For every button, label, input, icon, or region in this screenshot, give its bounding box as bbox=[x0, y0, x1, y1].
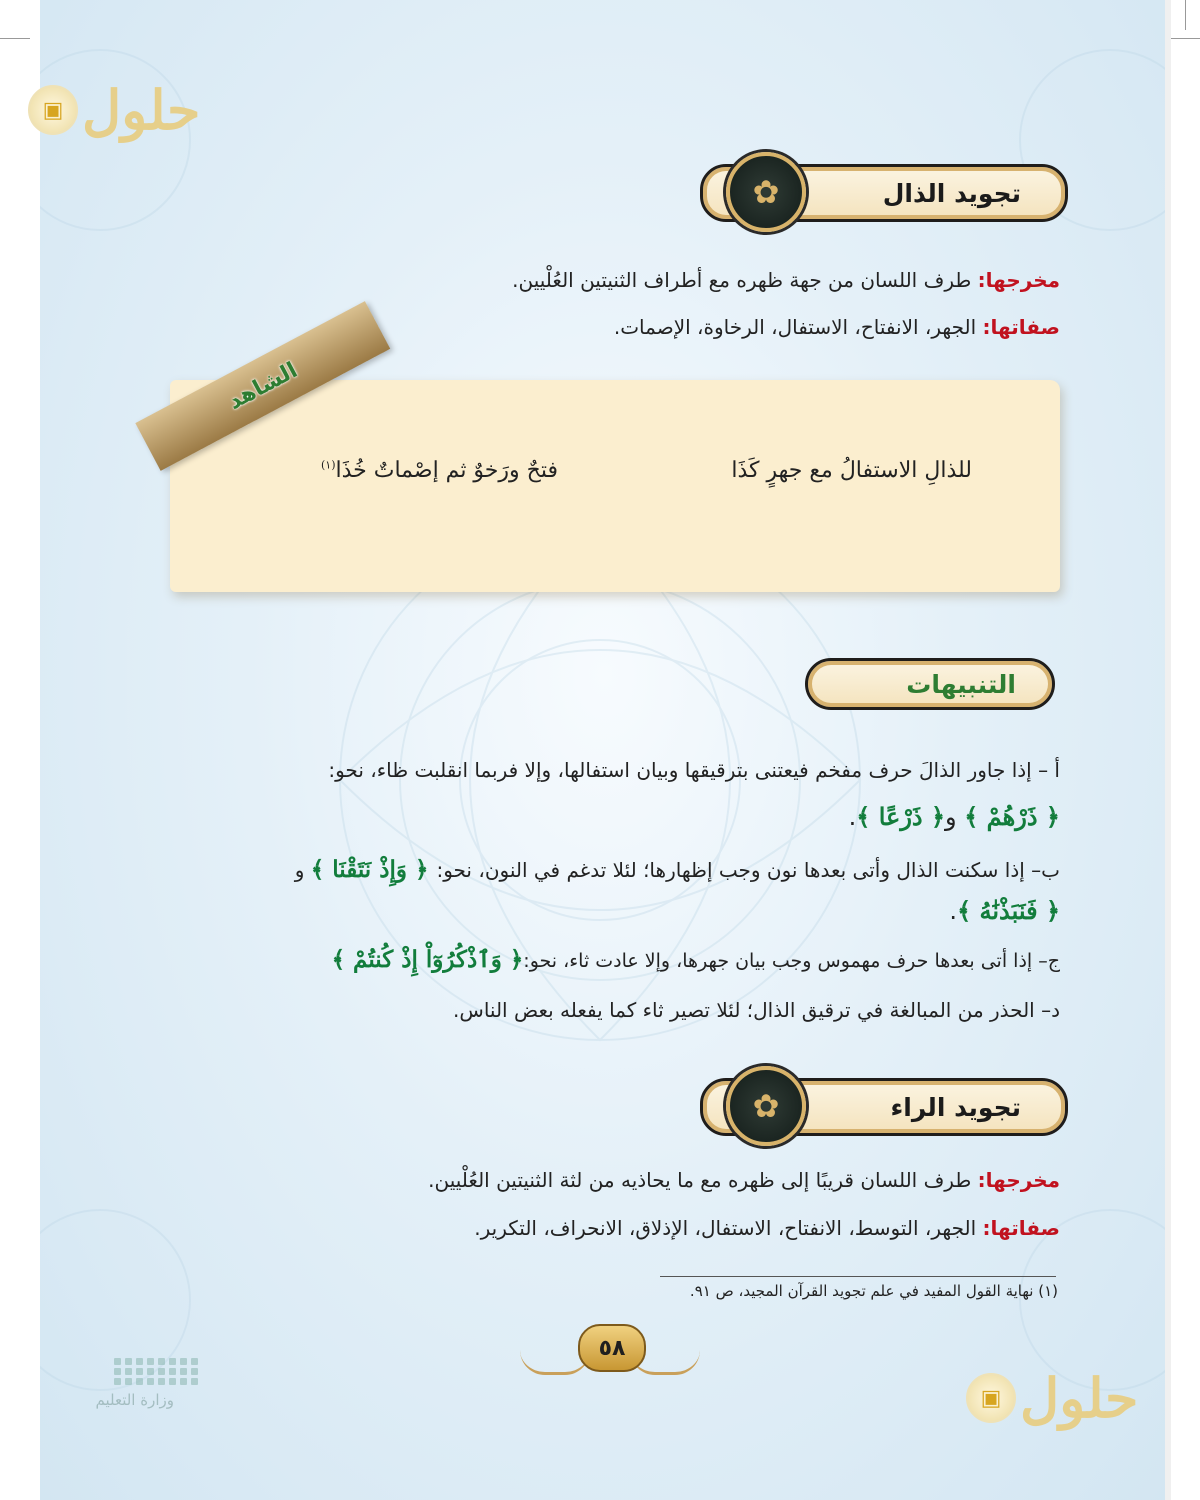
tanbih-a-examples bbox=[849, 802, 1060, 831]
tanbih-d-line bbox=[453, 998, 1060, 1022]
footnote-rule bbox=[660, 1276, 1056, 1277]
makhraj-line-dhal bbox=[512, 268, 1060, 292]
section-banner-ra bbox=[700, 1064, 1060, 1144]
watermark-logo-text: حلول bbox=[82, 78, 201, 142]
flower-medal-icon: ✿ bbox=[726, 1066, 806, 1146]
watermark-logo-bottom bbox=[966, 1366, 1138, 1430]
quran-example: ﴿ فَنَبَذْنَٰهُ ﴾ bbox=[957, 896, 1060, 925]
page-edge bbox=[1165, 0, 1171, 1500]
sifat-text: الجهر، التوسط، الانفتاح، الاستفال، الإذلاق، الانحراف، التكرير. bbox=[474, 1216, 983, 1240]
sifat-line-ra bbox=[474, 1216, 1060, 1240]
makhraj-text: طرف اللسان من جهة ظهره مع أطراف الثنيتين العُلْيين. bbox=[512, 268, 978, 292]
section-title: تجويد الراء bbox=[890, 1092, 1021, 1122]
crop-mark-right-vertical bbox=[1185, 0, 1186, 30]
page-number: ٥٨ bbox=[578, 1324, 646, 1372]
conjunction: و bbox=[294, 858, 311, 882]
makhraj-label: مخرجها: bbox=[977, 1168, 1060, 1192]
footnote-text: (١) نهاية القول المفيد في علم تجويد القرآن المجيد، ص ٩١. bbox=[689, 1282, 1058, 1300]
tanbih-b-line bbox=[295, 856, 1060, 883]
crop-mark-top-left bbox=[0, 38, 30, 39]
page-number-ornament bbox=[520, 1318, 700, 1388]
quran-example: ﴿ ذَرْهُمْ ﴾ bbox=[964, 802, 1060, 831]
tanbih-a-line bbox=[328, 758, 1060, 782]
sifat-label: صفاتها: bbox=[982, 315, 1060, 339]
makhraj-line-ra bbox=[428, 1168, 1060, 1192]
poem-box bbox=[170, 380, 1060, 592]
sifat-line-dhal bbox=[614, 315, 1060, 339]
shahid-ribbon-label: الشاهد bbox=[224, 357, 302, 415]
watermark-logo-text: حلول bbox=[1020, 1366, 1139, 1430]
quran-example: ﴿ ذَرْعًا ﴾ bbox=[856, 802, 946, 831]
tanbih-c-line bbox=[332, 946, 1060, 973]
banner-pill bbox=[768, 1078, 1068, 1136]
tanbih-c-text: ج– إذا أتى بعدها حرف مهموس وجب بيان جهرها، وإلا عادت ثاء، نحو: bbox=[523, 950, 1060, 972]
watermark-logo-top bbox=[28, 78, 200, 142]
ministry-name: وزارة التعليم bbox=[95, 1391, 174, 1409]
tanbih-a-text: أ – إذا جاور الذالَ حرف مفخم فيعتنى بترقيقها وبيان استفالها، وإلا فربما انقلبت ظاء، نحو: bbox=[328, 758, 1060, 782]
flower-medal-icon: ✿ bbox=[726, 152, 806, 232]
footnote-marker: (١) bbox=[320, 458, 336, 472]
book-badge-icon: ▣ bbox=[28, 85, 78, 135]
banner-pill bbox=[805, 658, 1055, 710]
tanbih-d-text: د– الحذر من المبالغة في ترقيق الذال؛ لئلا تصير ثاء كما يفعله بعض الناس. bbox=[453, 998, 1060, 1022]
book-badge-icon: ▣ bbox=[966, 1373, 1016, 1423]
poem-verse-left-text: فتحٌ ورَخوٌ ثم إصْماتٌ خُذَا bbox=[335, 458, 558, 483]
banner-pill bbox=[768, 164, 1068, 222]
ministry-logo bbox=[64, 1358, 174, 1438]
poem-verse-right: للذالِ الاستفالُ مع جهرٍ كَذَا bbox=[731, 458, 972, 483]
crop-mark-top-right bbox=[1170, 38, 1200, 39]
section-banner-tanbihat bbox=[805, 658, 1060, 714]
sifat-label: صفاتها: bbox=[982, 1216, 1060, 1240]
poem-verse-left bbox=[321, 458, 558, 483]
makhraj-text: طرف اللسان قريبًا إلى ظهره مع ما يحاذيه من لثة الثنيتين العُلْيين. bbox=[428, 1168, 978, 1192]
quran-example: ﴿ وَٱذْكُرُوٓاْ إِذْ كُنتُمْ ﴾ bbox=[331, 946, 524, 973]
makhraj-label: مخرجها: bbox=[977, 268, 1060, 292]
section-banner-dhal bbox=[700, 150, 1060, 230]
section-title: التنبيهات bbox=[906, 669, 1016, 699]
tanbih-b-examples bbox=[949, 896, 1060, 925]
sifat-text: الجهر، الانفتاح، الاستفال، الرخاوة، الإصمات. bbox=[613, 315, 983, 339]
ministry-dots-icon bbox=[114, 1358, 174, 1385]
section-title: تجويد الذال bbox=[882, 178, 1021, 208]
sentence-end: . bbox=[949, 897, 958, 925]
tanbih-b-text: ب– إذا سكنت الذال وأتى بعدها نون وجب إظهارها؛ لئلا تدغم في النون، نحو: bbox=[436, 858, 1060, 882]
quran-example: ﴿ وَإِذْ نَتَقْنَا ﴾ bbox=[310, 856, 437, 883]
conjunction: و bbox=[945, 803, 965, 831]
sentence-end: . bbox=[848, 803, 857, 831]
